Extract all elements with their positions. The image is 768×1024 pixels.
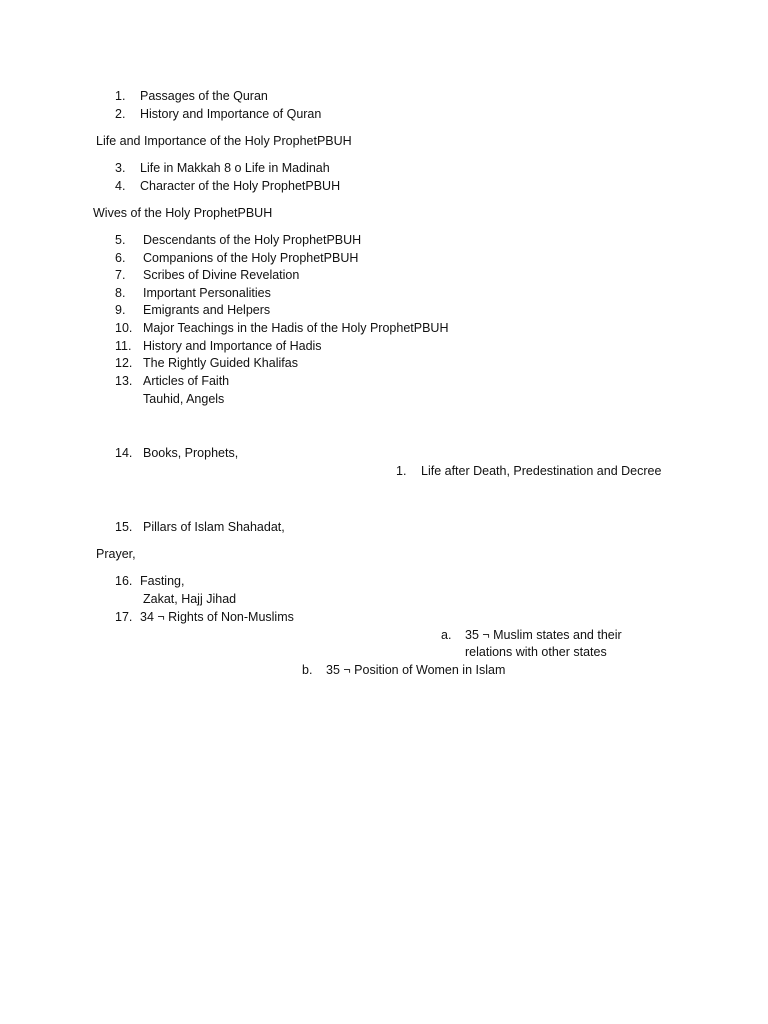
list-item-text: Emigrants and Helpers — [143, 303, 271, 317]
list-item-text: Scribes of Divine Revelation — [143, 268, 300, 282]
sub-list-item-text: 35 ¬ Muslim states and their — [465, 628, 622, 642]
list-item-number: 1. — [115, 89, 126, 103]
list-item-number: 10. — [115, 321, 133, 335]
list-item-number: 5. — [115, 233, 126, 247]
list-item-text: Articles of Faith — [143, 374, 230, 388]
list-item-continuation: Tauhid, Angels — [143, 392, 225, 406]
list-item-text: Books, Prophets, — [143, 446, 239, 460]
sub-list-item-letter: a. — [441, 628, 452, 642]
list-item-text: The Rightly Guided Khalifas — [143, 356, 298, 370]
list-item-number: 12. — [115, 356, 133, 370]
list-item-number: 11. — [115, 339, 132, 353]
list-item-number: 6. — [115, 251, 126, 265]
list-item-number: 4. — [115, 179, 126, 193]
list-item-text: Passages of the Quran — [140, 89, 268, 103]
list-item-text: Fasting, — [140, 574, 185, 588]
section-heading: Wives of the Holy ProphetPBUH — [93, 206, 273, 220]
list-item-text: Major Teachings in the Hadis of the Holy ProphetPBUH — [143, 321, 449, 335]
list-item-text: History and Importance of Hadis — [143, 339, 322, 353]
list-item-number: 13. — [115, 374, 133, 388]
list-item-text: Character of the Holy ProphetPBUH — [140, 179, 341, 193]
plain-text: Prayer, — [96, 547, 136, 561]
list-item-number: 16. — [115, 574, 133, 588]
list-item-text: History and Importance of Quran — [140, 107, 322, 121]
list-item-number: 2. — [115, 107, 126, 121]
section-heading: Life and Importance of the Holy ProphetPBUH — [96, 134, 352, 148]
list-item-number: 3. — [115, 161, 126, 175]
list-item-number: 15. — [115, 520, 133, 534]
list-item-number: 9. — [115, 303, 126, 317]
list-item-text: 34 ¬ Rights of Non-Muslims — [140, 610, 294, 624]
list-item-text: Pillars of Islam Shahadat, — [143, 520, 285, 534]
list-item-number: 7. — [115, 268, 126, 282]
list-item-text: Descendants of the Holy ProphetPBUH — [143, 233, 362, 247]
sub-list-item-number: 1. — [396, 464, 407, 478]
list-item-number: 17. — [115, 610, 133, 624]
list-item-number: 14. — [115, 446, 133, 460]
list-item-text: Companions of the Holy ProphetPBUH — [143, 251, 359, 265]
sub-list-item-letter: b. — [302, 663, 313, 677]
list-item-text: Important Personalities — [143, 286, 271, 300]
sub-list-item-text-continuation: relations with other states — [465, 645, 607, 659]
sub-list-item-text: 35 ¬ Position of Women in Islam — [326, 663, 506, 677]
list-item-number: 8. — [115, 286, 126, 300]
list-item-continuation: Zakat, Hajj Jihad — [143, 592, 237, 606]
sub-list-item-text: Life after Death, Predestination and Decree — [421, 464, 662, 478]
list-item-text: Life in Makkah 8 o Life in Madinah — [140, 161, 330, 175]
